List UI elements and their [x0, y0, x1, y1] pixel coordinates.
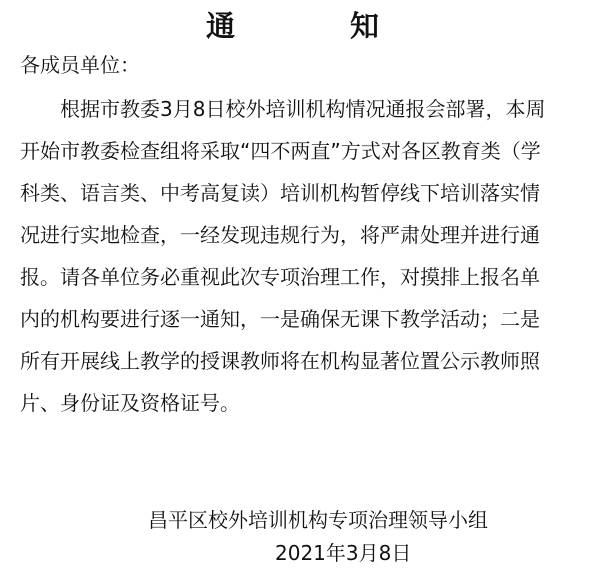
title-char-2: 知	[350, 9, 380, 43]
body-line-4: 况进行实地检查，一经发现违规行为，将严肃处理并进行通	[20, 223, 540, 247]
body-line-5: 报。请各单位务必重视此次专项治理工作，对摸排上报名单	[20, 265, 540, 289]
signature: 昌平区校外培训机构专项治理领导小组	[148, 508, 488, 532]
body-line-7: 所有开展线上教学的授课教师将在机构显著位置公示教师照	[20, 349, 540, 373]
title-char-1: 通	[206, 9, 236, 43]
notice-date: 2021年3月8日	[275, 541, 412, 565]
body-line-2: 开始市教委检查组将采取“四不两直”方式对各区教育类（学	[20, 139, 541, 163]
body-line-6: 内的机构要进行逐一通知，一是确保无课下教学活动；二是	[20, 307, 540, 331]
body-line-1: 根据市教委3月8日校外培训机构情况通报会部署，本周	[60, 97, 546, 121]
body-line-8: 片、身份证及资格证号。	[20, 391, 240, 415]
salutation: 各成员单位：	[20, 53, 140, 77]
notice-title	[0, 6, 600, 46]
body-line-3: 科类、语言类、中考高复读）培训机构暂停线下培训落实情	[20, 181, 540, 205]
